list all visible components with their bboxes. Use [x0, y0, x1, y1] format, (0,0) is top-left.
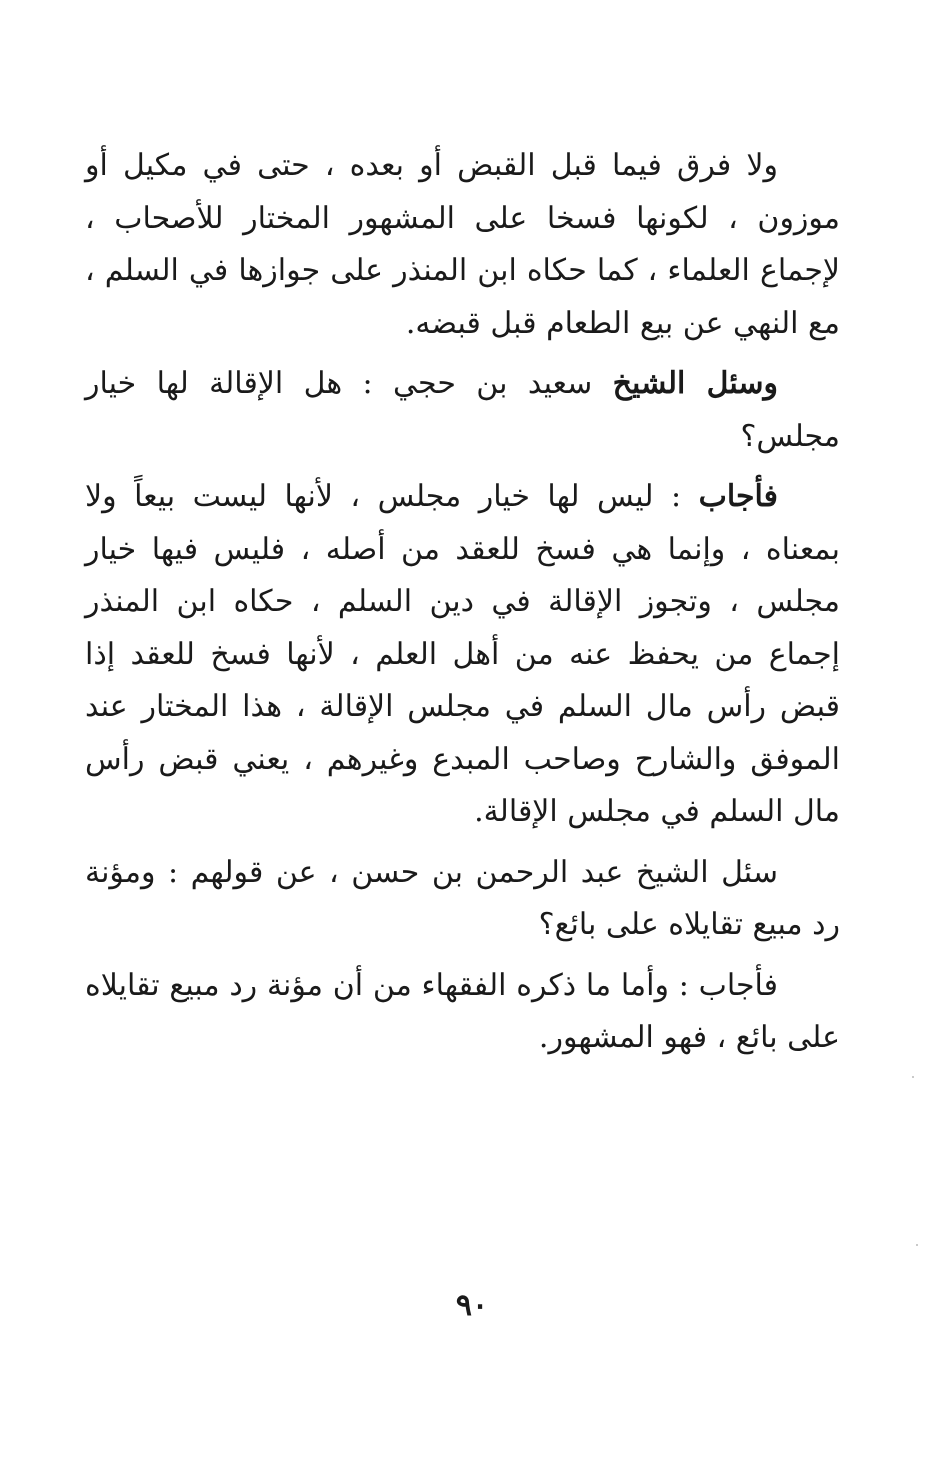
paragraph-3-lead: فأجاب: [698, 479, 778, 514]
paragraph-2-lead: وسئل الشيخ: [612, 366, 778, 401]
scan-speck: [912, 1076, 914, 1078]
paragraph-5-text: فأجاب : وأما ما ذكره الفقهاء من أن مؤنة رد مبيع تقايلاه على بائع ، فهو المشهور.: [85, 967, 840, 1055]
page-number: ٩٠: [455, 1288, 489, 1323]
main-text: [85, 140, 840, 1065]
paragraph-3-text: : ليس لها خيار مجلس ، لأنها ليست بيعاً ولا بمعناه ، وإنما هي فسخ للعقد من أصله ، فليس فيها خيار مجلس ، وتجوز الإقالة في دين السلم ، حكاه ابن المنذر إجماع من يحفظ عنه من أهل العلم ، لأنها فسخ للعقد إذا قبض رأس مال السلم في مجلس الإقالة ، هذا المختار عند الموفق والشارح وصاحب المبدع وغيرهم ، يعني قبض رأس مال السلم في مجلس الإقالة.: [85, 479, 840, 829]
paragraph-1-text: ولا فرق فيما قبل القبض أو بعده ، حتى في مكيل أو موزون ، لكونها فسخا على المشهور المختار للأصحاب ، لإجماع العلماء ، كما حكاه ابن المنذر على جوازها في السلم ، مع النهي عن بيع الطعام قبل قبضه.: [85, 148, 840, 341]
paragraph-3: [85, 471, 840, 839]
paragraph-2-text: سعيد بن حجي : هل الإقالة لها خيار مجلس؟: [85, 366, 840, 454]
paragraph-4-text: سئل الشيخ عبد الرحمن بن حسن ، عن قولهم : ومؤنة رد مبيع تقايلاه على بائع؟: [85, 854, 840, 942]
paragraph-4: [85, 847, 840, 952]
scan-speck: [916, 1244, 918, 1246]
paragraph-2: [85, 358, 840, 463]
paragraph-5: [85, 960, 840, 1065]
paragraph-1: [85, 140, 840, 350]
